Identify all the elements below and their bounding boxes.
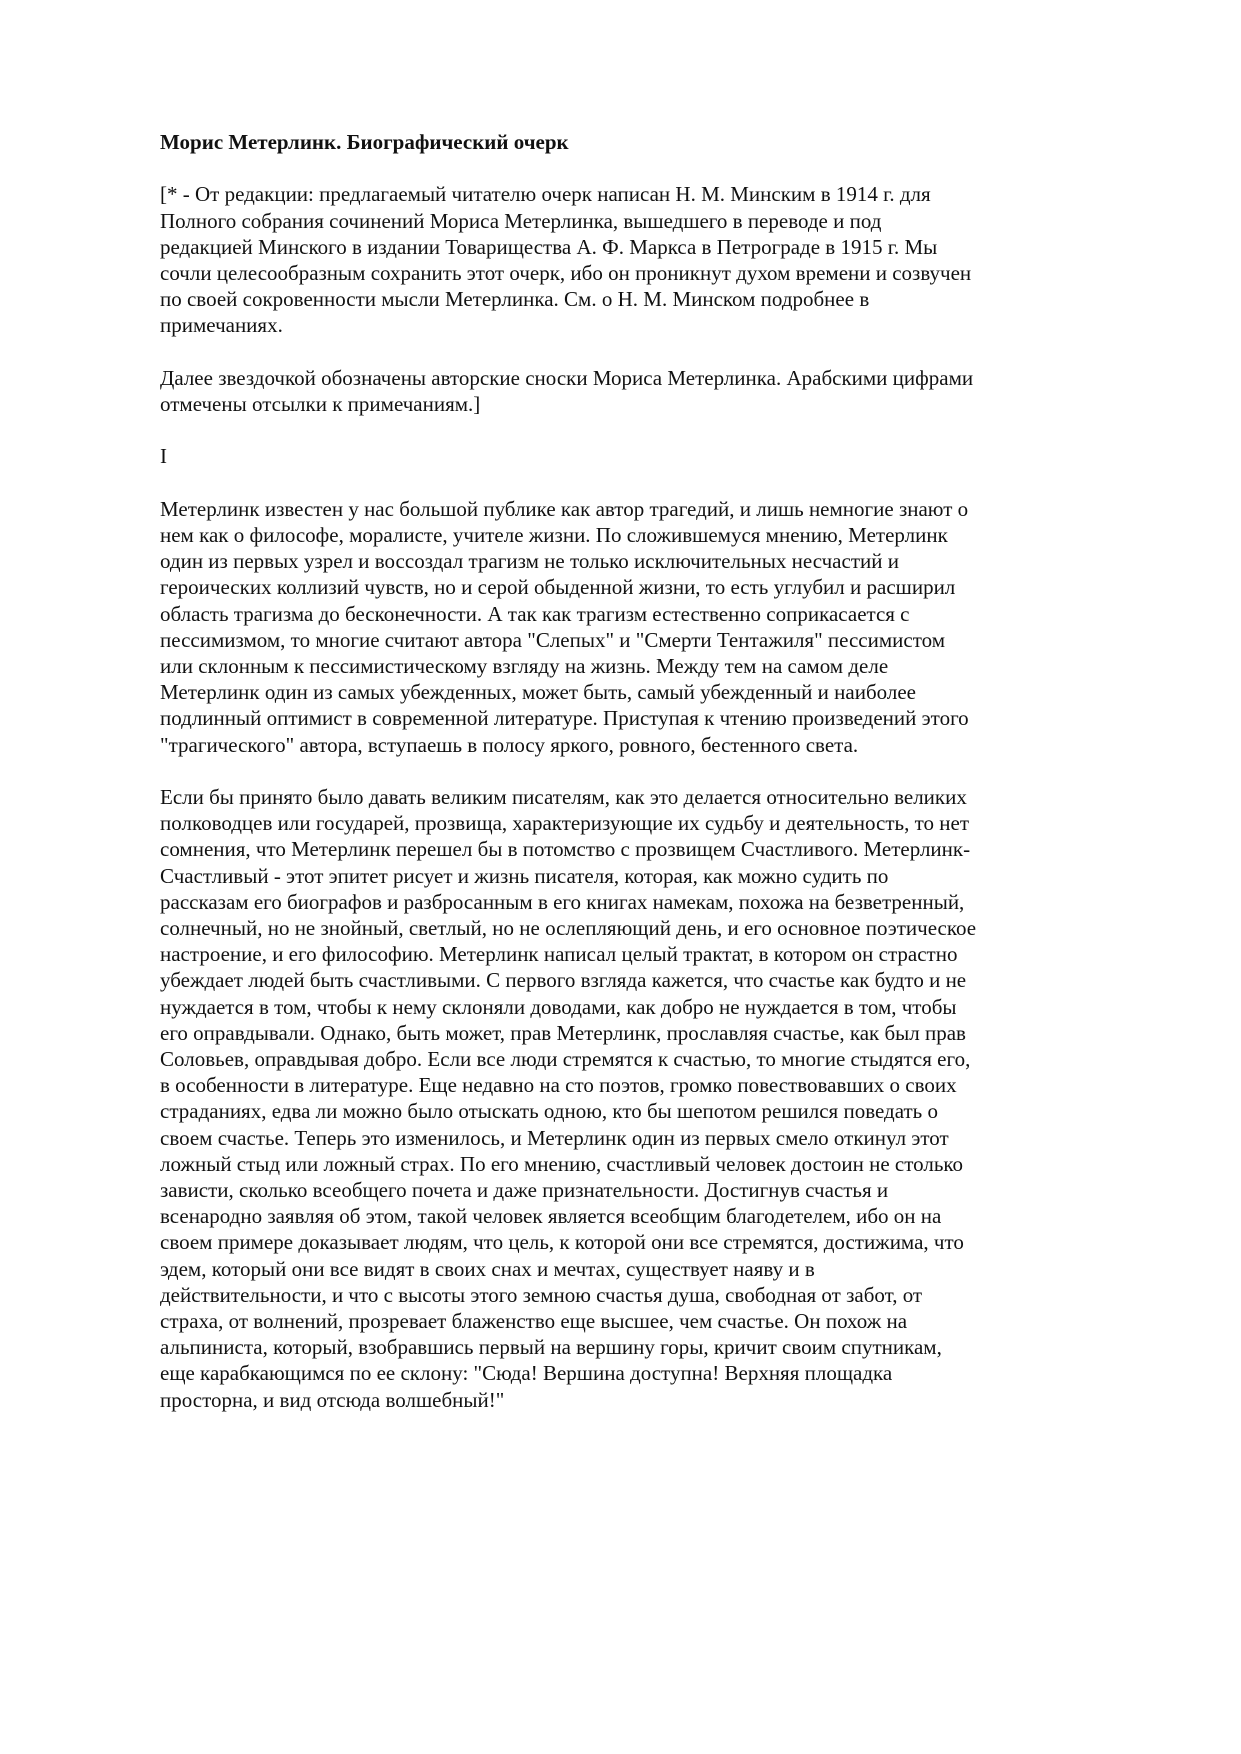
text-line: [* - От редакции: предлагаемый читателю очерк написан Н. М. Минским в 1914 г. для [160,182,931,207]
text-line: Полного собрания сочинений Мориса Метерлинка, вышедшего в переводе и под [160,208,882,233]
text-line: страданиях, едва ли можно было отыскать одною, кто бы шепотом решился поведать о [160,1099,939,1124]
paragraph [160,365,1060,417]
text-line: отмечены отсылки к примечаниям.] [160,392,481,416]
text-line: в особенности в литературе. Еще недавно на сто поэтов, громко повествовавших о своих [160,1073,957,1098]
text-line: всенародно заявляя об этом, такой человек является всеобщим благодетелем, ибо он на [160,1204,942,1229]
text-line: героических коллизий чувств, но и серой обыденной жизни, то есть углубил и расширил [160,575,956,600]
text-line: убеждает людей быть счастливыми. С первого взгляда кажется, что счастье как будто и не [160,968,967,993]
text-line: настроение, и его философию. Метерлинк написал целый трактат, в котором он страстно [160,942,958,967]
text-line: Если бы принято было давать великим писателям, как это делается относительно великих [160,785,967,809]
text-line: его оправдывали. Однако, быть может, прав Метерлинк, прославляя счастье, как был прав [160,1020,966,1045]
text-line: нем как о философе, моралисте, учителе жизни. По сложившемуся мнению, Метерлинк [160,522,948,547]
text-line: еще карабкающимся по ее склону: "Сюда! Вершина доступна! Верхняя площадка [160,1361,893,1386]
text-line: по своей сокровенности мысли Метерлинка. См. о Н. М. Минском подробнее в [160,287,870,312]
text-line: Далее звездочкой обозначены авторские сноски Мориса Метерлинка. Арабскими цифрами [160,365,974,390]
text-line: альпиниста, который, взобравшись первый на вершину горы, кричит своим спутникам, [160,1335,942,1360]
text-line: один из первых узрел и воссоздал трагизм не только исключительных несчастий и [160,549,899,574]
text-line: рассказам его биографов и разбросанным в его книгах намекам, похожа на безветренный, [160,889,965,914]
document-body [160,181,1060,1412]
text-line: пессимизмом, то многие считают автора "Слепых" и "Смерти Тентажиля" пессимистом [160,627,946,652]
text-line: ложный стыд или ложный страх. По его мнению, счастливый человек достоин не столько [160,1151,964,1176]
text-line: Счастливый - этот эпитет рисует и жизнь писателя, которая, как можно судить по [160,863,889,888]
text-line: подлинный оптимист в современной литературе. Приступая к чтению произведений этого [160,706,969,731]
paragraph [160,784,1060,1413]
text-line: "трагического" автора, вступаешь в полосу яркого, ровного, бестенного света. [160,732,859,757]
text-line: просторна, и вид отсюда волшебный!" [160,1387,505,1412]
text-line: полководцев или государей, прозвища, характеризующие их судьбу и деятельность, то нет [160,811,970,836]
text-line: действительности, и что с высоты этого земною счастья душа, свободная от забот, от [160,1282,923,1307]
text-line: страха, от волнений, прозревает блаженство еще высшее, чем счастье. Он похож на [160,1309,908,1334]
text-line: своем примере доказывает людям, что цель, к которой они все стремятся, достижима, что [160,1230,964,1255]
text-line: солнечный, но не знойный, светлый, но не ослепляющий день, и его основное поэтическое [160,916,977,941]
document-page [160,129,1060,1439]
text-line: I [160,444,167,469]
text-line: примечаниях. [160,313,283,338]
text-line: Соловьев, оправдывая добро. Если все люди стремятся к счастью, то многие стыдятся его, [160,1047,971,1072]
paragraph [160,496,1060,758]
text-line: нуждается в том, чтобы к нему склоняли доводами, как добро не нуждается в том, чтобы [160,994,957,1019]
text-line: область трагизма до бесконечности. А так как трагизм естественно соприкасается с [160,601,910,626]
text-line: эдем, который они все видят в своих снах и мечтах, существует наяву и в [160,1256,815,1281]
text-line: Метерлинк известен у нас большой публике как автор трагедий, и лишь немногие знают о [160,496,969,521]
text-line: своем счастье. Теперь это изменилось, и Метерлинк один из первых смело откинул этот [160,1125,949,1150]
text-line: сочли целесообразным сохранить этот очерк, ибо он проникнут духом времени и созвучен [160,261,972,285]
section-heading [160,443,1060,469]
text-line: сомнения, что Метерлинк перешел бы в потомство с прозвищем Счастливого. Метерлинк- [160,837,971,862]
text-line: редакцией Минского в издании Товарищества А. Ф. Маркса в Петрограде в 1915 г. Мы [160,234,938,259]
text-line: или склонным к пессимистическому взгляду на жизнь. Между тем на самом деле [160,654,889,678]
document-title: Морис Метерлинк. Биографический очерк [160,130,569,154]
paragraph [160,181,1060,338]
text-line: зависти, сколько всеобщего почета и даже признательности. Достигнув счастья и [160,1178,889,1203]
text-line: Метерлинк один из самых убежденных, может быть, самый убежденный и наиболее [160,680,916,705]
